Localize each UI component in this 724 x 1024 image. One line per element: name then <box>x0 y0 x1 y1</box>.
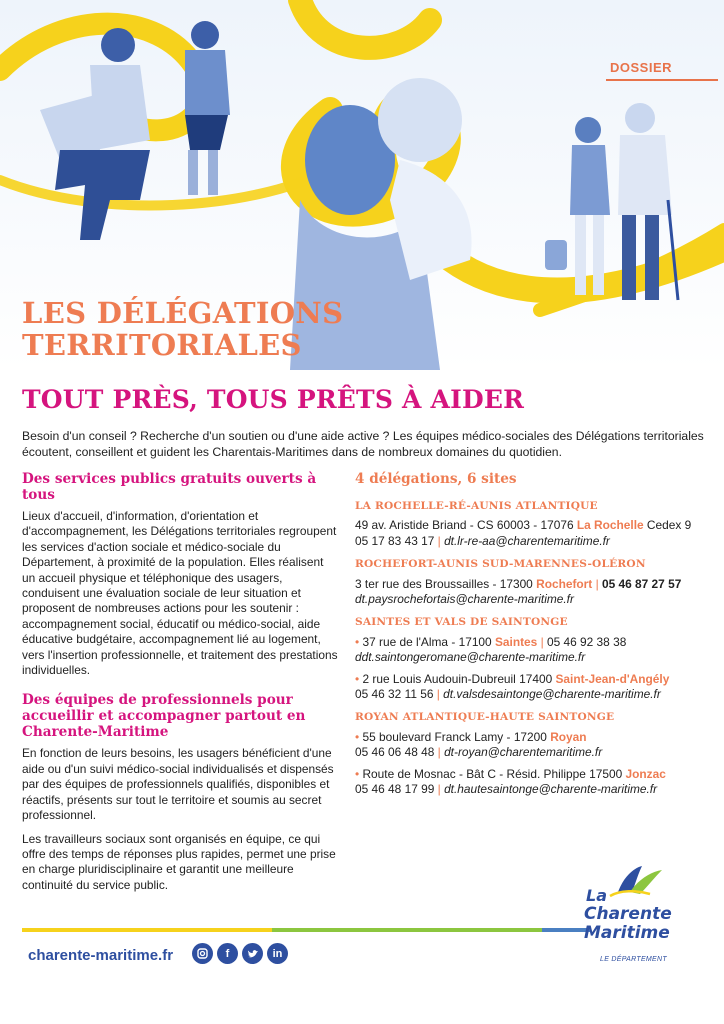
email-link[interactable]: dt.hautesaintonge@charente-maritime.fr <box>444 782 658 797</box>
delegation-address: 3 ter rue des Broussailles - 17300 Rochefort | 05 46 87 27 57 <box>355 576 682 591</box>
footer-bar-yellow <box>22 928 272 932</box>
logo-line1: La <box>586 886 607 905</box>
email-link[interactable]: dt.lr-re-aa@charentemaritime.fr <box>444 533 610 548</box>
city-name: Royan <box>550 729 587 744</box>
delegation-name: SAINTES ET VALS DE SAINTONGE <box>355 616 568 629</box>
city-name: Saintes <box>494 634 538 649</box>
email-link[interactable]: dt.valsdesaintonge@charente-maritime.fr <box>443 687 661 702</box>
department-logo <box>580 862 700 972</box>
delegation-la-rochelle <box>355 499 715 549</box>
logo-tagline: LE DÉPARTEMENT <box>600 956 667 963</box>
email-link[interactable]: ddt.saintongeromane@charente-maritime.fr <box>355 650 586 665</box>
logo-line2: Charente <box>584 904 672 924</box>
phone-number: 05 46 87 27 57 <box>601 576 682 591</box>
delegation-name: ROYAN ATLANTIQUE-HAUTE SAINTONGE <box>355 711 615 724</box>
site-address: • Route de Mosnac - Bât C - Résid. Philippe 17500 Jonzac <box>355 766 666 781</box>
city-name: Rochefort <box>536 576 593 591</box>
teams-heading: Des équipes de professionnels pour accueillir et accompagner partout en Charente-Maritime <box>22 692 306 741</box>
instagram-icon[interactable] <box>192 943 213 964</box>
services-paragraph: Lieux d'accueil, d'information, d'orientation et d'accompagnement, les Délégations territoriales regroupent les services d'action sociale et médico-sociale du Département, à proximité de la population. Elles réalisent un accueil physique et téléphonique des usagers, conduisent une évaluation sociale de leur situation et proposent de nombreuses actions pour les soutenir : accompagnement social, éducatif ou médico-social, aide éducative budgétaire, accompagnement lié au logement, vers l'insertion professionnelle, et traitement des prestations individuelles. <box>22 509 338 678</box>
site-contact: 05 46 06 48 48 | dt-royan@charentemaritime.fr <box>355 745 603 760</box>
footer-bar-green <box>272 928 542 932</box>
phone-number: 05 46 06 48 48 <box>355 745 435 760</box>
services-heading: Des services publics gratuits ouverts à tous <box>22 471 317 503</box>
delegation-rochefort <box>355 557 715 607</box>
phone-number: 05 46 48 17 99 <box>355 782 435 797</box>
delegations-heading: 4 délégations, 6 sites <box>355 471 517 487</box>
section-label: DOSSIER <box>610 60 673 75</box>
left-column <box>22 471 338 901</box>
page-title-line2: TERRITORIALES <box>22 328 302 362</box>
website-link[interactable]: charente-maritime.fr <box>28 947 174 964</box>
delegation-name: LA ROCHELLE-RÉ-AUNIS ATLANTIQUE <box>355 500 598 512</box>
phone-number: 05 46 32 11 56 <box>355 687 434 702</box>
page-subtitle: TOUT PRÈS, TOUS PRÊTS À AIDER <box>22 385 525 414</box>
phone-number: 05 46 92 38 38 <box>546 634 627 649</box>
site-address: • 37 rue de l'Alma - 17100 Saintes | 05 46 92 38 38 <box>355 634 627 649</box>
city-name: Jonzac <box>625 766 666 781</box>
twitter-icon[interactable] <box>242 943 263 964</box>
site-address: • 2 rue Louis Audouin-Dubreuil 17400 Saint-Jean-d'Angély <box>355 671 670 686</box>
intro-paragraph: Besoin d'un conseil ? Recherche d'un soutien ou d'une aide active ? Les équipes médico-sociales des Délégations territoriales écoutent, conseillent et guident les Charentais-Maritimes dans de nombreux domaines du quotidien. <box>22 429 704 459</box>
site-address: • 55 boulevard Franck Lamy - 17200 Royan <box>355 729 587 744</box>
email-link[interactable]: dt-royan@charentemaritime.fr <box>444 745 603 760</box>
delegation-contact: 05 17 83 43 17 | dt.lr-re-aa@charentemaritime.fr <box>355 533 610 548</box>
teams-paragraph: En fonction de leurs besoins, les usagers bénéficient d'une aide ou d'un suivi médico-social individualisés et dispensés par des équipes de professionnels qualifiés, disponibles et réactifs, présents sur tout le territoire et soumis au secret professionnel. <box>22 746 334 823</box>
phone-number: 05 17 83 43 17 <box>355 533 435 548</box>
site-contact: 05 46 32 11 56 | dt.valsdesaintonge@charente-maritime.fr <box>355 687 661 702</box>
city-name: Saint-Jean-d'Angély <box>555 671 670 686</box>
right-column <box>355 471 715 798</box>
section-label-underline <box>606 79 718 81</box>
delegation-royan <box>355 710 715 797</box>
delegation-address: 49 av. Aristide Briand - CS 60003 - 17076 La Rochelle Cedex 9 <box>355 518 692 533</box>
facebook-icon[interactable]: f <box>217 943 238 964</box>
city-name: La Rochelle <box>576 518 644 533</box>
delegation-saintes <box>355 615 715 702</box>
social-icons <box>192 943 288 964</box>
page-title <box>22 297 343 361</box>
linkedin-icon[interactable]: in <box>267 943 288 964</box>
page-title-line1: LES DÉLÉGATIONS <box>22 296 344 330</box>
delegation-name: ROCHEFORT-AUNIS SUD-MARENNES-OLÉRON <box>355 558 646 571</box>
email-link[interactable]: dt.paysrochefortais@charente-maritime.fr <box>355 592 574 607</box>
logo-line3: Maritime <box>584 923 670 943</box>
social-workers-paragraph: Les travailleurs sociaux sont organisés en équipe, ce qui offre des temps de réponses plus rapides, permet une prise en charge pluridisciplinaire et garantit une meilleure continuité du service public. <box>22 831 336 892</box>
site-contact: 05 46 48 17 99 | dt.hautesaintonge@charente-maritime.fr <box>355 782 658 797</box>
